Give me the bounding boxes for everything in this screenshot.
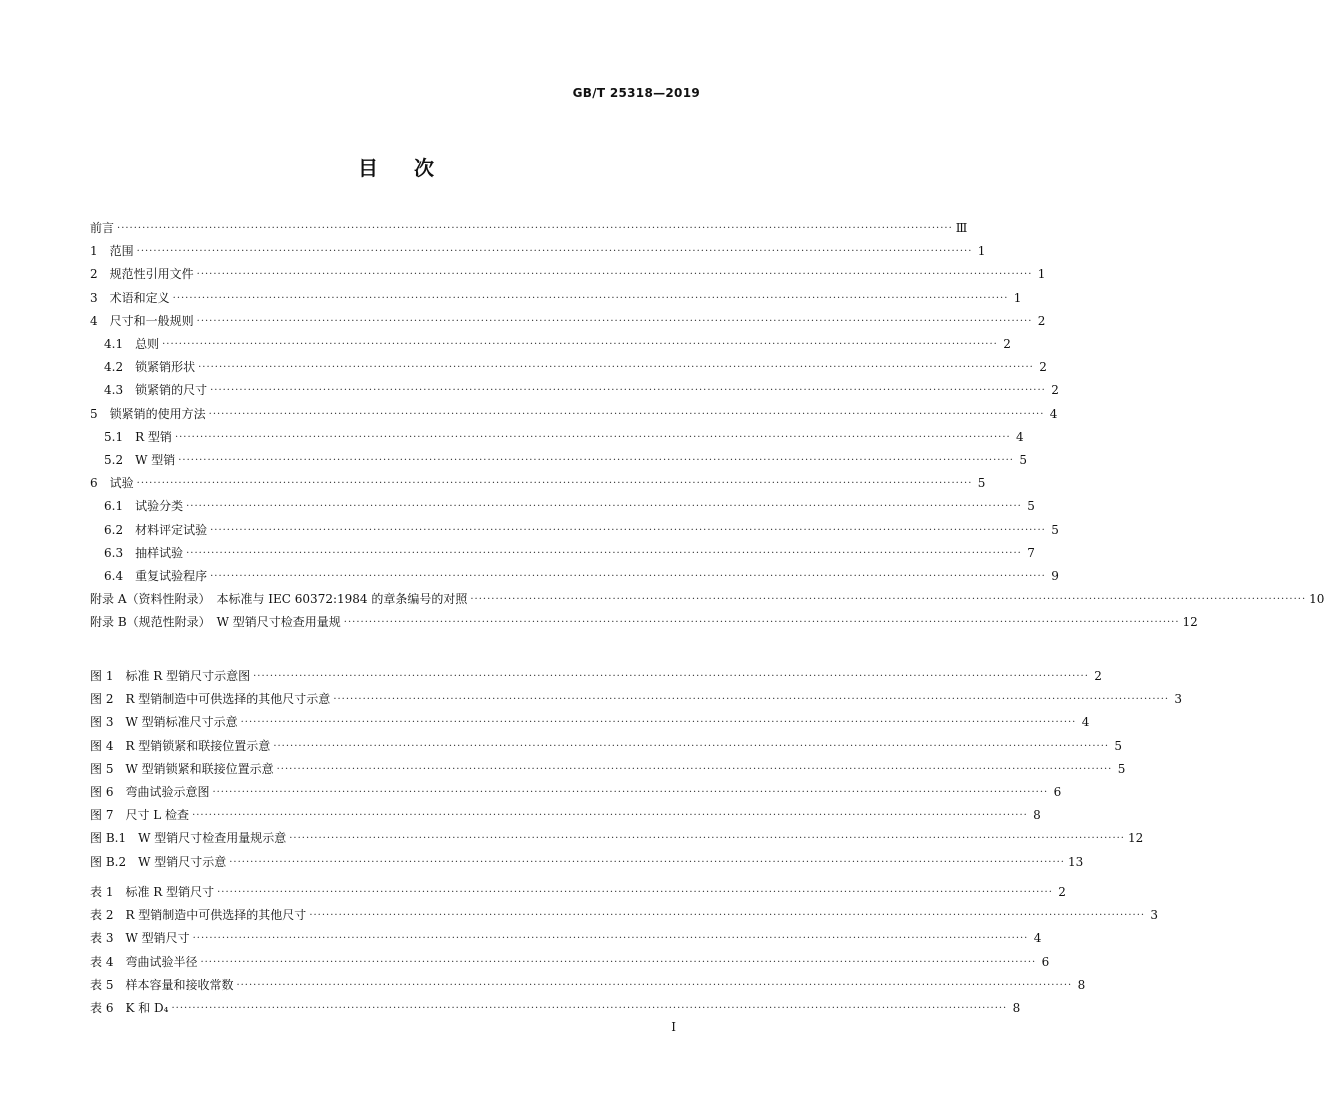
toc-entry[interactable] [104, 545, 1035, 561]
toc-entry-page: 2 [1094, 669, 1102, 683]
toc-entry-page: 8 [1077, 977, 1086, 992]
toc-leader-dots: ········································································································································································································ [210, 385, 1046, 397]
toc-entry[interactable] [104, 498, 1035, 514]
toc-entry-label: 6 试验 [90, 476, 134, 491]
toc-entry-label: 4.1 总则 [104, 337, 160, 351]
toc-leader-dots: ········································································································································································································ [186, 501, 1022, 513]
toc-entry-label: 表 4 弯曲试验半径 [90, 954, 198, 969]
toc-leader-dots: ········································································································································································································ [198, 362, 1034, 374]
toc-entry-label: 图 7 尺寸 L 检查 [90, 808, 190, 823]
toc-entry-page: 2 [1003, 337, 1011, 351]
toc-entry-page: 5 [1114, 738, 1123, 753]
toc-leader-dots: ········································································································································································································ [178, 455, 1014, 466]
toc-leader-dots: ········································································································································································································ [172, 292, 1009, 304]
toc-leader-dots: ········································································································································································································ [236, 979, 1073, 991]
toc-leader-dots: ········································································································································································································ [210, 571, 1046, 582]
toc-leader-dots: ········································································································································································································ [253, 671, 1089, 682]
toc-entry-page: 8 [1033, 808, 1041, 823]
toc-leader-dots: ········································································································································································································ [171, 1003, 1008, 1014]
toc-entry-page: 1 [1013, 290, 1022, 305]
toc-entry[interactable] [90, 761, 1126, 777]
toc-entry-label: 1 范围 [90, 244, 134, 259]
toc-entry-page: 1 [1037, 267, 1046, 282]
toc-leader-dots: ········································································································································································································ [273, 740, 1110, 752]
toc-entry-label: 6.3 抽样试验 [104, 545, 184, 560]
toc-entry[interactable] [90, 930, 1042, 946]
toc-leader-dots: ········································································································································································································ [470, 594, 1307, 606]
toc-entry[interactable] [90, 907, 1159, 923]
toc-leader-dots: ········································································································································································································ [229, 856, 1065, 868]
toc-entry[interactable] [90, 220, 968, 236]
toc-entry-label: 5 锁紧销的使用方法 [90, 406, 206, 421]
toc-entry-page: 2 [1058, 885, 1066, 899]
toc-entry-page: 7 [1027, 545, 1035, 560]
toc-leader-dots: ········································································································································································································ [136, 478, 973, 490]
toc-entry-label: 图 5 W 型销锁紧和联接位置示意 [90, 761, 274, 776]
toc-entry[interactable] [90, 243, 986, 259]
toc-entry[interactable] [90, 854, 1084, 870]
toc-entry-label: 4 尺寸和一般规则 [90, 313, 194, 328]
toc-entry-label: 附录 B（规范性附录） W 型销尺寸检查用量规 [90, 615, 341, 630]
toc-entry-label: 6.4 重复试验程序 [104, 569, 208, 583]
toc-leader-dots: ········································································································································································································ [208, 408, 1045, 420]
toc-entry-label: 6.2 材料评定试验 [104, 522, 208, 537]
toc-entry-page: 2 [1037, 313, 1046, 328]
toc-entry-label: 5.2 W 型销 [104, 453, 176, 467]
toc-entry[interactable] [90, 807, 1041, 823]
toc-entry-label: 图 B.1 W 型销尺寸检查用量规示意 [90, 831, 287, 846]
toc-entry[interactable] [104, 452, 1027, 468]
toc-entry-page: 9 [1051, 569, 1059, 583]
toc-leader-dots: ········································································································································································································ [333, 694, 1170, 706]
toc-entry[interactable] [90, 830, 1144, 846]
toc-entry[interactable] [104, 568, 1059, 584]
toc-entry-label: 前言 [90, 221, 115, 235]
toc-entry-label: 表 1 标准 R 型销尺寸 [90, 885, 215, 899]
toc-entry-label: 2 规范性引用文件 [90, 267, 194, 282]
toc-entry[interactable] [90, 1000, 1021, 1016]
toc-entry-page: 5 [1051, 522, 1059, 537]
toc-entry-label: 6.1 试验分类 [104, 499, 184, 514]
toc-entry-label: 5.1 R 型销 [104, 429, 172, 444]
toc-leader-dots: ········································································································································································································ [217, 887, 1053, 898]
toc-leader-dots: ········································································································································································································ [186, 547, 1022, 559]
toc-entry-label: 表 3 W 型销尺寸 [90, 931, 190, 946]
toc-entry-page: 4 [1033, 931, 1042, 946]
toc-entry[interactable] [104, 359, 1047, 375]
toc-entry-page: 13 [1067, 854, 1084, 869]
toc-entry-page: Ⅲ [955, 221, 968, 235]
toc-entry[interactable] [90, 475, 986, 491]
toc-entry-page: 3 [1150, 908, 1159, 923]
toc-entry-page: 2 [1051, 383, 1059, 398]
toc-leader-dots: ········································································································································································································ [174, 431, 1011, 443]
toc-leader-dots: ········································································································································································································ [309, 910, 1146, 922]
toc-entry-page: 5 [977, 476, 986, 491]
toc-leader-dots: ········································································································································································································ [192, 810, 1028, 822]
toc-entry-label: 4.2 锁紧销形状 [104, 360, 196, 375]
toc-leader-dots: ········································································································································································································ [200, 956, 1037, 968]
toc-entry[interactable] [90, 977, 1086, 993]
toc-leader-dots: ········································································································································································································ [212, 787, 1049, 798]
toc-entry[interactable] [90, 266, 1046, 282]
toc-entry[interactable] [104, 382, 1059, 398]
toc-entry[interactable] [90, 614, 1198, 630]
toc-entry-page: 12 [1127, 831, 1144, 846]
toc-entry-label: 图 2 R 型销制造中可供选择的其他尺寸示意 [90, 692, 331, 707]
toc-entry-page: 1 [977, 244, 986, 259]
toc-entry[interactable] [90, 406, 1058, 422]
toc-entry-page: 4 [1016, 429, 1024, 444]
toc-entry[interactable] [104, 336, 1011, 352]
toc-leader-dots: ········································································································································································································ [196, 269, 1033, 281]
toc-entry[interactable] [104, 522, 1059, 538]
toc-entry-label: 图 4 R 型销锁紧和联接位置示意 [90, 738, 271, 753]
toc-leader-dots: ········································································································································································································ [192, 933, 1029, 945]
toc-entry[interactable] [90, 691, 1183, 707]
toc-entry[interactable] [90, 714, 1090, 730]
toc-entry-page: 12 [1182, 615, 1198, 630]
page-number: I [671, 1020, 676, 1034]
toc-entry[interactable] [90, 290, 1022, 306]
toc-entry-label: 表 6 K 和 D₄ [90, 1001, 169, 1015]
standard-code: GB/T 25318—2019 [572, 86, 700, 100]
page-title: 目次 [358, 156, 470, 180]
toc-leader-dots: ········································································································································································································ [196, 315, 1033, 327]
toc-entry-label: 表 2 R 型销制造中可供选择的其他尺寸 [90, 908, 307, 923]
toc-leader-dots: ········································································································································································································ [240, 717, 1077, 729]
toc-entry-label: 图 B.2 W 型销尺寸示意 [90, 854, 227, 869]
toc-entry-page: 6 [1053, 785, 1062, 799]
toc-entry-page: 3 [1174, 692, 1183, 707]
toc-entry-page: 5 [1019, 453, 1027, 467]
toc-entry-label: 4.3 锁紧销的尺寸 [104, 383, 208, 398]
toc-entry[interactable] [90, 884, 1066, 900]
toc-leader-dots: ········································································································································································································ [117, 223, 953, 234]
toc-leader-dots: ········································································································································································································ [289, 833, 1125, 845]
toc-entry[interactable] [90, 738, 1123, 754]
toc-entry-page: 4 [1081, 715, 1090, 730]
toc-entry-label: 表 5 样本容量和接收常数 [90, 977, 234, 992]
toc-entry-page: 10 [1309, 592, 1324, 607]
toc-leader-dots: ········································································································································································································ [162, 339, 998, 350]
toc-entry[interactable] [90, 668, 1102, 684]
toc-entry-page: 8 [1012, 1001, 1021, 1015]
toc-entry[interactable] [104, 429, 1024, 445]
toc-entry-label: 3 术语和定义 [90, 290, 170, 305]
toc-entry-page: 5 [1027, 499, 1035, 514]
toc-entry[interactable] [90, 954, 1050, 970]
toc-entry-page: 4 [1049, 406, 1058, 421]
toc-entry[interactable] [90, 591, 1324, 607]
toc-entry-label: 图 3 W 型销标准尺寸示意 [90, 715, 238, 730]
toc-leader-dots: ········································································································································································································ [136, 246, 973, 258]
toc-entry-page: 5 [1117, 761, 1126, 776]
toc-leader-dots: ········································································································································································································ [343, 617, 1180, 629]
toc-entry-label: 附录 A（资料性附录） 本标准与 IEC 60372:1984 的章条编号的对照 [90, 592, 468, 607]
toc-leader-dots: ········································································································································································································ [210, 524, 1046, 536]
toc-entry-page: 2 [1039, 360, 1047, 375]
toc-entry-label: 图 6 弯曲试验示意图 [90, 785, 210, 799]
toc-entry[interactable] [90, 313, 1046, 329]
toc-leader-dots: ········································································································································································································ [276, 763, 1113, 775]
toc-entry-label: 图 1 标准 R 型销尺寸示意图 [90, 669, 251, 683]
toc-entry[interactable] [90, 784, 1062, 800]
toc-entry-page: 6 [1041, 954, 1050, 969]
